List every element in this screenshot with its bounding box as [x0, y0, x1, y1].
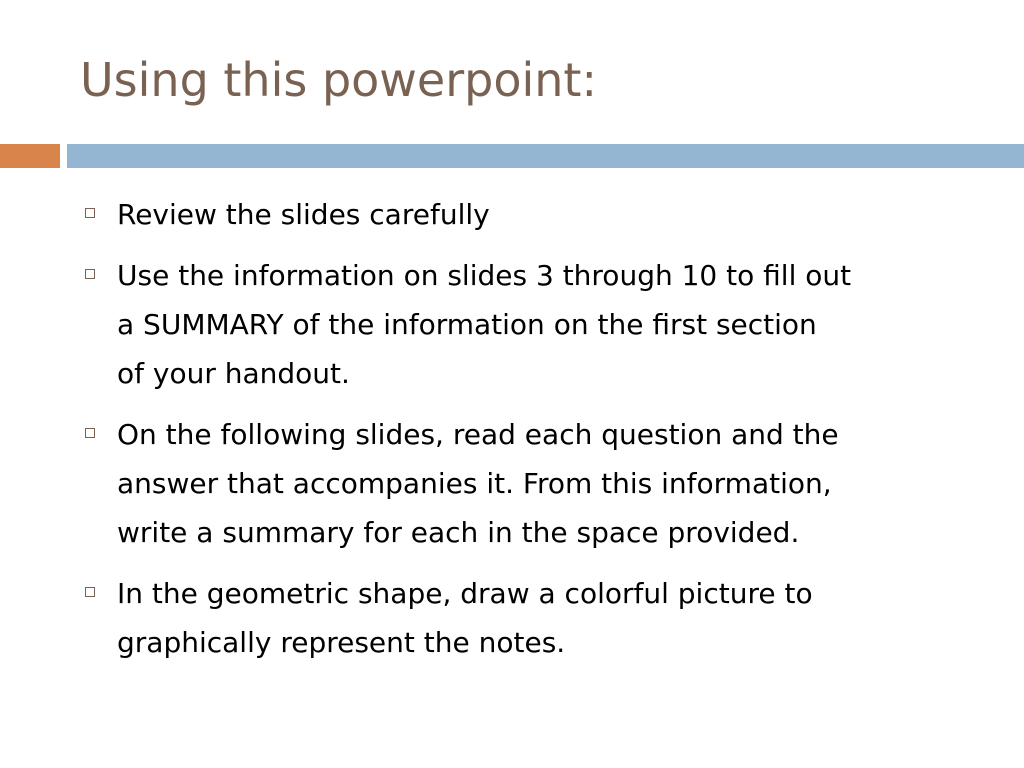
title-divider-blue — [67, 144, 1024, 168]
bullet-item — [82, 569, 982, 667]
bullet-item — [82, 251, 982, 398]
bullet-text: Use the information on slides 3 through 10 to fill out a SUMMARY of the information on the first section of your handout. — [117, 259, 852, 390]
bullet-item — [82, 410, 982, 557]
square-bullet-icon — [85, 208, 95, 218]
bullet-text: Review the slides carefully — [117, 198, 490, 231]
square-bullet-icon — [85, 269, 95, 279]
bullet-text: In the geometric shape, draw a colorful picture to graphically represent the notes. — [117, 577, 813, 659]
square-bullet-icon — [85, 587, 95, 597]
square-bullet-icon — [85, 428, 95, 438]
bullet-list — [82, 190, 982, 679]
title-divider-orange — [0, 144, 60, 168]
bullet-text: On the following slides, read each question and the answer that accompanies it. From this information, write a summary for each in the space provided. — [117, 418, 839, 549]
slide-title: Using this powerpoint: — [80, 53, 597, 107]
bullet-item — [82, 190, 982, 239]
